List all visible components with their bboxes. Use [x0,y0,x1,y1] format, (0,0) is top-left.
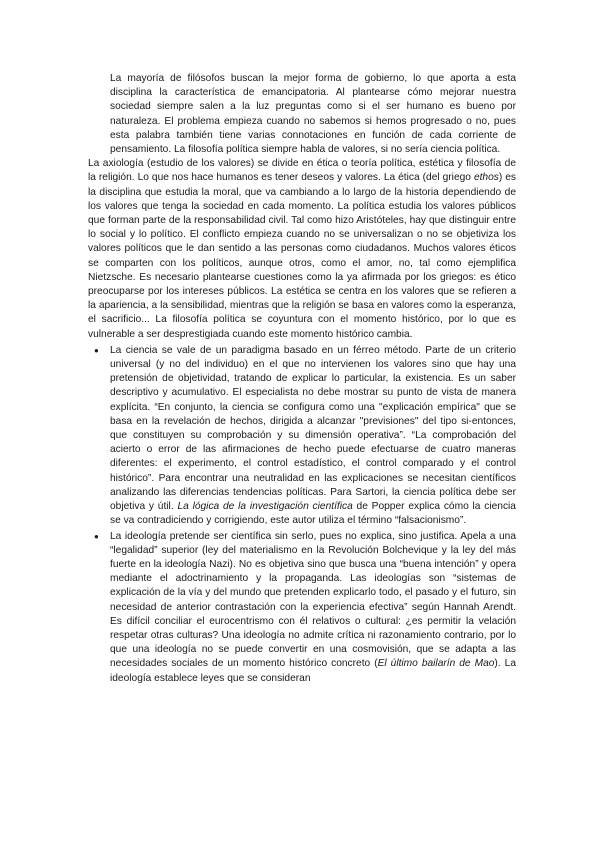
science-book-title: La lógica de la investigación científica [177,501,353,513]
bullet-list [88,344,516,686]
bullet-dot-icon: ● [94,345,99,355]
list-item-ideology [88,530,516,686]
list-item-science [88,344,516,529]
intro-paragraph: La mayoría de filósofos buscan la mejor forma de gobierno, lo que aporta a esta disciplina la característica de emancipatoria. Al plantearse cómo mejorar nuestra sociedad siempre salen a la luz preguntas como si el ser humano es bueno por naturaleza. El problema empieza cuando no sabemos si hemos progresado o no, pues esta palabra también tiene varias connotaciones en función de cada corriente de pensamiento. La filosofía política siempre habla de valores, si no sería ciencia política. [110,73,516,156]
ideology-text-1: La ideología pretende ser científica sin serlo, pues no explica, sino justifica. Apela a una “legalidad” superior (ley del materialismo en la Revolución Bolchevique y la ley del más fuerte en la ideología Nazi). No es objetiva sino que busca una “buena intención” y opera mediante el adoctrinamiento y la propaganda. Las ideologías son “sistemas de explicación de la vía y del mundo que pretenden explicarlo todo, el pasado y el futuro, sin necesidad de anterior contrastación con la experiencia efectiva” según Hannah Arendt. Es difícil conciliar el eurocentrismo con él relativos o cultural: ¿es permitir la velación respetar otras culturas? Una ideología no admite crítica ni razonamiento contrario, por lo que una ideología no se puede convertir en una cosmovisión, que se adapta a las necesidades sociales de un momento histórico concreto ( [110,530,516,670]
ideology-book-title: El último bailarín de Mao [377,658,495,670]
science-text-1: La ciencia se vale de un paradigma basado en un férreo método. Parte de un criterio universal (y no del individuo) en el que no intervienen los valores sino que hay una pretensión de objetividad, tratando de explicar lo particular, la existencia. Es un saber descriptivo y acumulativo. El especialista no debe mostrar su punto de vista de manera explícita. “En conjunto, la ciencia se configura como una "explicación empírica" que se basa en la revelación de hechos, dirigida a alcanzar "previsiones" del tipo si-entonces, que constituyen su comprobación y su dimensión operativa”. “La comprobación del acierto o error de las afirmaciones de hecho puede efectuarse de cuatro maneras diferentes: el experimento, el control estadístico, el control comparado y el control histórico”. Para encontrar una neutralidad en las explicaciones se necesitan científicos analizando las diferencias tendencias políticas. Para Sartori, la ciencia política debe ser objetiva y útil. [110,344,516,513]
bullet-dot-icon: ● [94,531,99,541]
axiology-text-2: ) es la disciplina que estudia la moral, que va cambiando a lo largo de la historia dependiendo de los valores que tenga la sociedad en cada momento. La política estudia los valores públicos que forman parte de la responsabilidad civil. Tal como hizo Aristóteles, hay que distinguir entre lo social y lo político. El conflicto empieza cuando no se universalizan o no se objetiviza los valores políticos que le dan sentido a las personas como ciudadanos. Muchos valores éticos se comparten con los políticos, aunque otros, como el amor, no, tal como ejemplifica Nietzsche. Es necesario plantearse cuestiones como la ya afirmada por los griegos: es ético preocuparse por los intereses públicos. La estética se centra en los valores que se refieren a la apariencia, a la sensibilidad, mientras que la religión se basa en valores como la esperanza, el sacrificio... La filosofía política se coyuntura con el momento histórico, por lo que es vulnerable a ser desprestigiada cuando este momento histórico cambia. [88,172,517,340]
document-body [88,72,516,687]
axiology-text-1: La axiología (estudio de los valores) se divide en ética o teoría política, estética y filosofía de la religión. Lo que nos hace humanos es tener deseos y valores. La ética (del griego [88,158,516,184]
science-text-2: de Popper explica cómo la ciencia se va contradiciendo y corrigiendo, este autor utiliza el término “falsacionismo”. [110,501,516,527]
axiology-paragraph [88,157,516,342]
ideology-text-2: ). La ideología establece leyes que se consideran [110,658,516,684]
ethos-term: ethos [473,172,499,184]
